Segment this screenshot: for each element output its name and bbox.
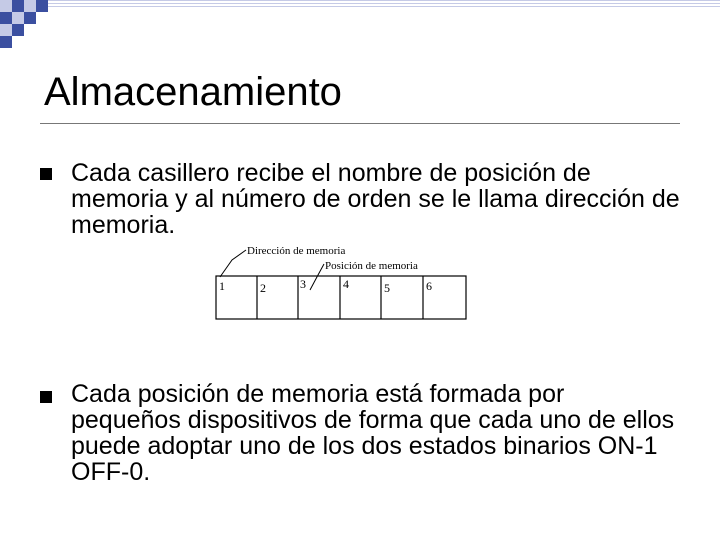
address-label: Dirección de memoria — [247, 245, 346, 257]
memory-cell-number: 2 — [260, 281, 266, 295]
memory-cell-number: 4 — [343, 277, 349, 291]
memory-cell-number: 1 — [219, 279, 225, 293]
bullet-text-2: Cada posición de memoria está formada por pequeños dispositivos de forma que cada uno de ellos puede adoptar uno de los dos estados binarios ON-1 OFF-0. — [71, 380, 675, 486]
memory-cell-number: 3 — [300, 277, 306, 291]
bullet-text-1: Cada casillero recibe el nombre de posición de memoria y al número de orden se le llama dirección de memoria. — [71, 159, 680, 239]
position-pointer-line — [310, 264, 324, 290]
square-bullet-icon — [40, 391, 52, 403]
address-pointer-line — [220, 250, 246, 277]
position-label: Posición de memoria — [325, 260, 418, 272]
slide-title: Almacenamiento — [44, 70, 342, 114]
memory-cell-number: 5 — [384, 281, 390, 295]
memory-cell-number: 6 — [426, 279, 432, 293]
